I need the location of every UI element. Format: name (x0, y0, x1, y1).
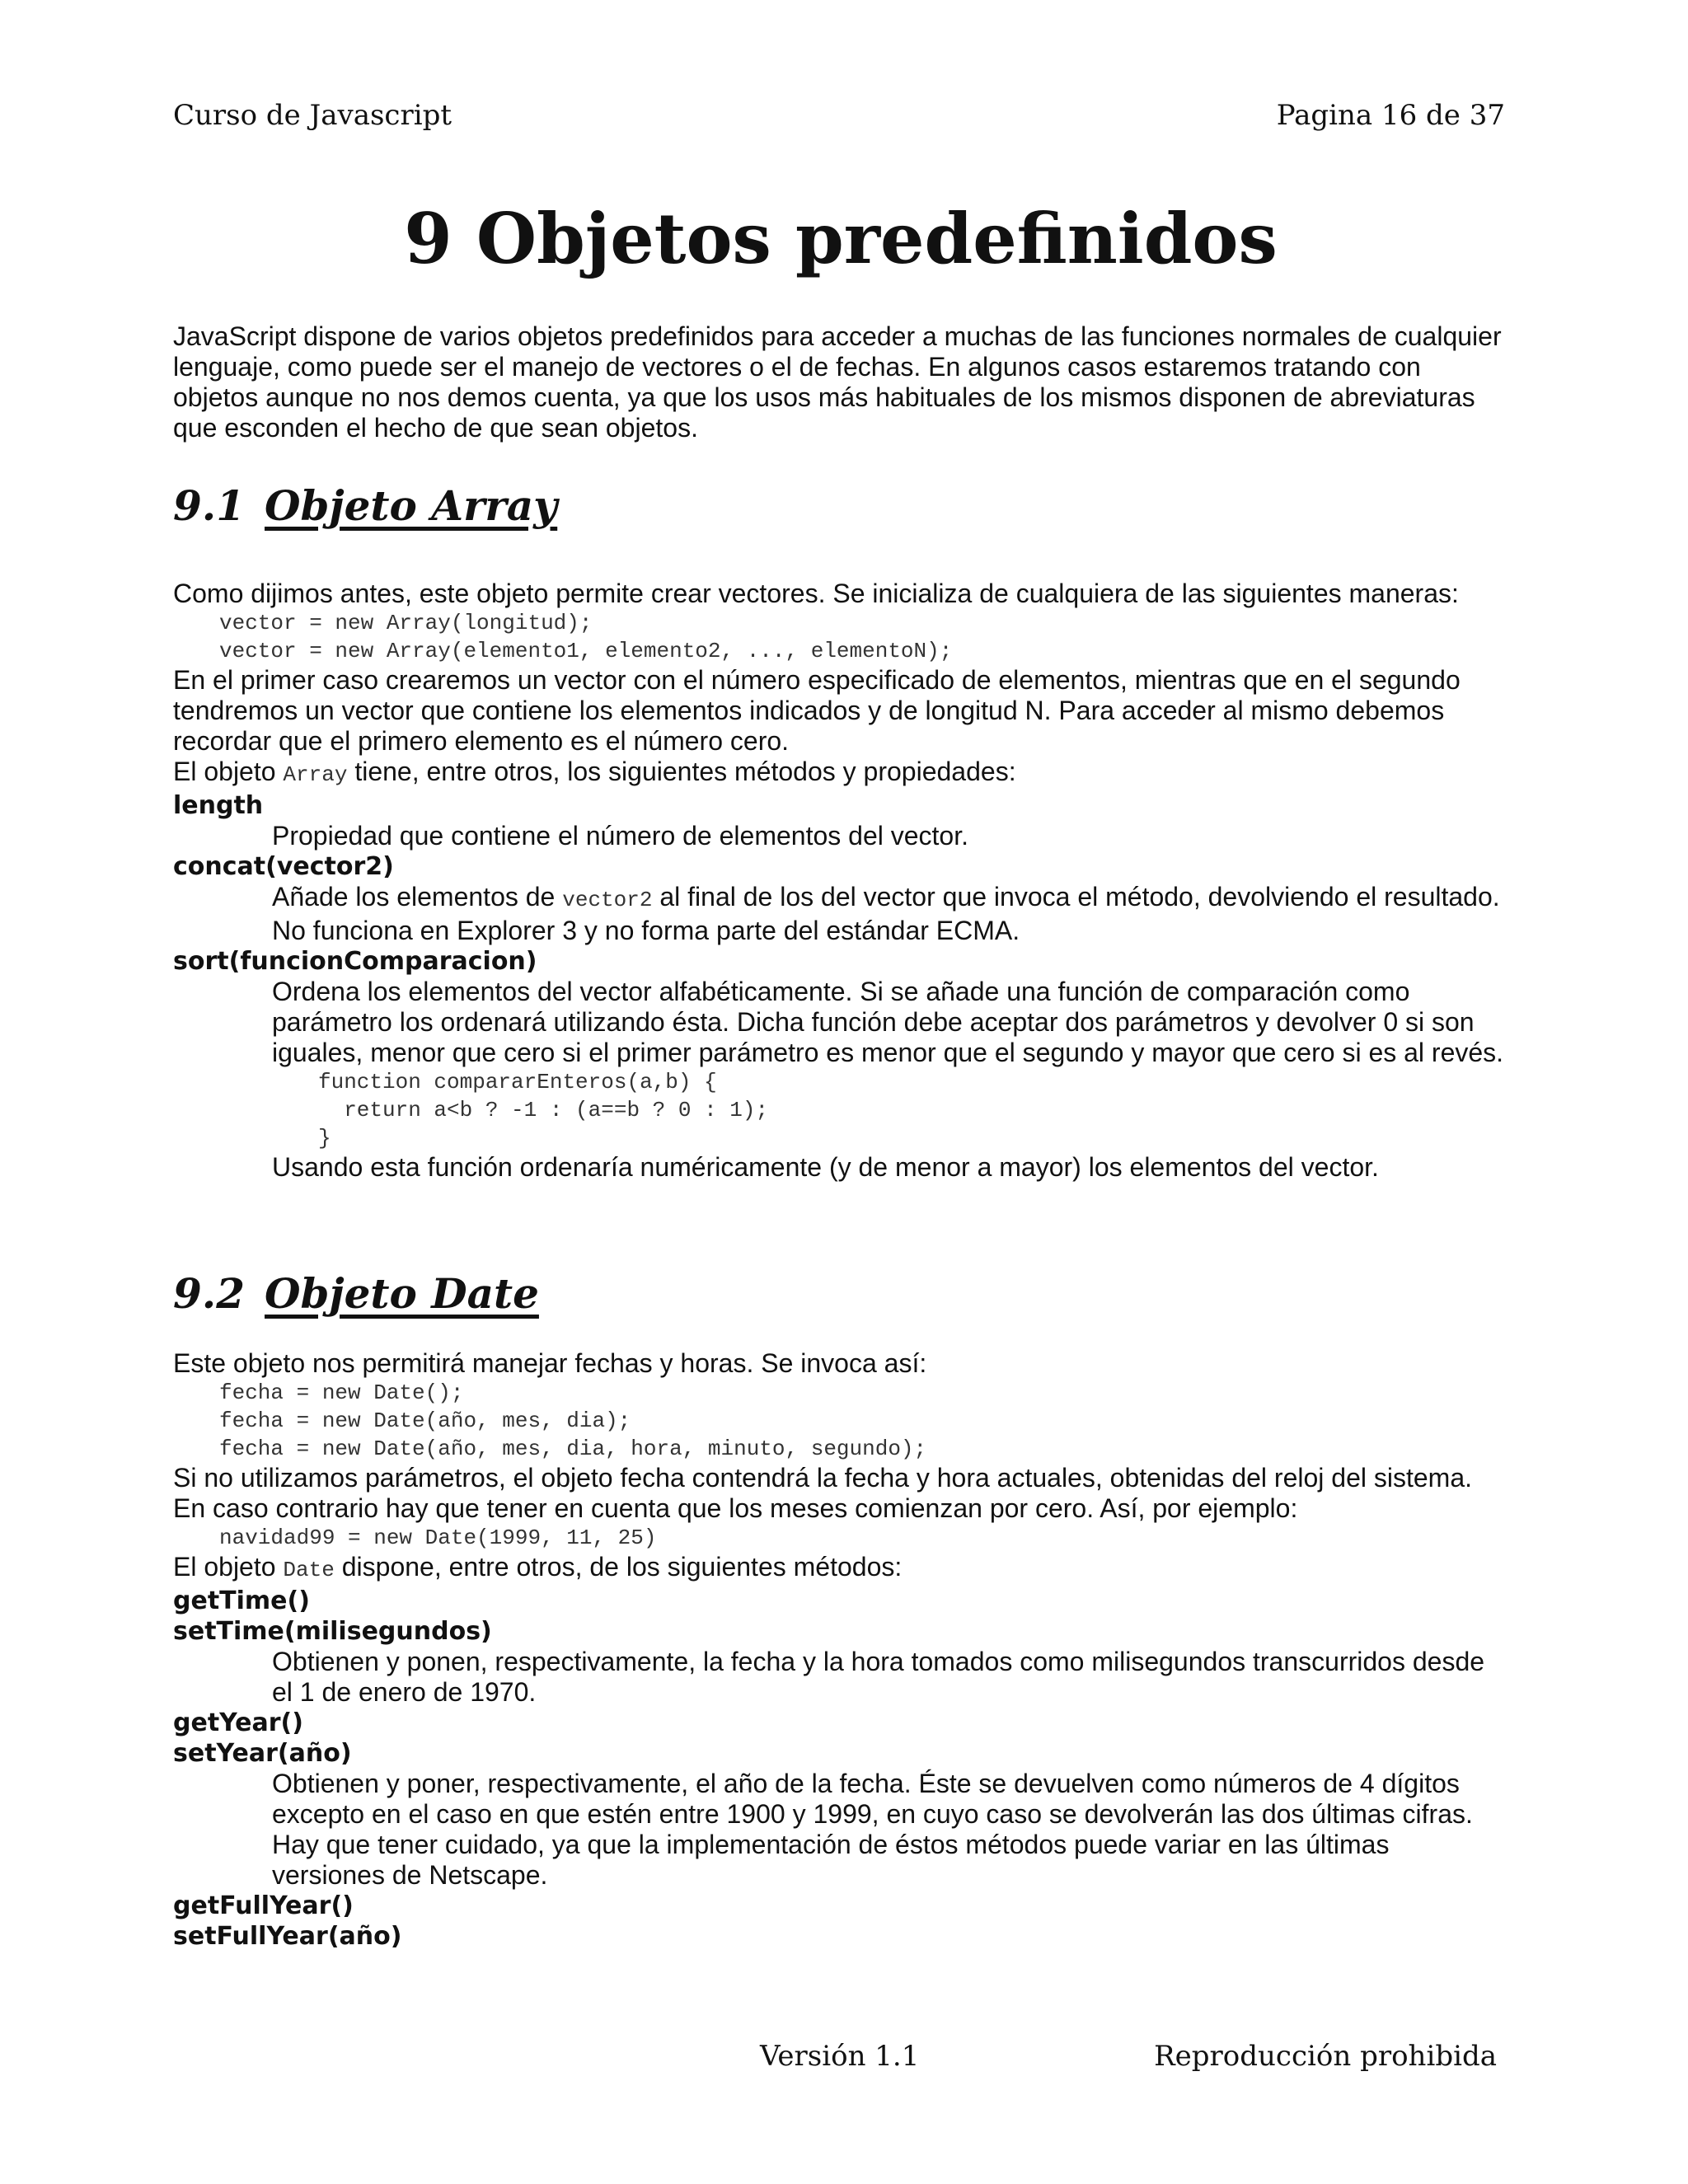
code-line: navidad99 = new Date(1999, 11, 25) (219, 1526, 657, 1550)
section-name: Objeto Array (265, 481, 558, 530)
code-line: return a<b ? -1 : (a==b ? 0 : 1); (318, 1098, 769, 1122)
text-span: dispone, entre otros, de los siguientes métodos: (334, 1552, 903, 1582)
footer-copyright-notice: Reproducción prohibida (1154, 2040, 1497, 2073)
section-number: 9.2 (173, 1269, 245, 1318)
text-span: El objeto (173, 757, 284, 786)
code-line: fecha = new Date(año, mes, dia); (219, 1408, 631, 1433)
date-intro-paragraph: Este objeto nos permitirá manejar fechas y horas. Se invoca así: (173, 1348, 927, 1378)
definition-desc-concat (173, 882, 1508, 946)
definition-desc-sort: Ordena los elementos del vector alfabéticamente. Si se añade una función de comparación como parámetro los ordenará utilizando ésta. Dicha función debe aceptar dos parámetros y devolver 0 si son iguales, menor que cero si el primer parámetro es menor que el segundo y mayor que cero si es al revés. (272, 977, 1504, 1067)
inline-code: Date (283, 1558, 335, 1582)
definition-term-setyear: setYear(año) (173, 1739, 352, 1768)
code-line: function compararEnteros(a,b) { (318, 1070, 717, 1094)
text-span: al final de los del vector que invoca el método, devolviendo el resultado. No funciona en Explorer 3 y no forma parte del estándar ECMA. (272, 882, 1500, 945)
text-span: tiene, entre otros, los siguientes métodos y propiedades: (347, 757, 1016, 786)
array-methods-intro (173, 757, 1508, 790)
chapter-title: 9 Objetos predefinidos (404, 198, 1278, 279)
definition-term-settime: setTime(milisegundos) (173, 1617, 492, 1646)
text-span: El objeto (173, 1552, 284, 1582)
array-explanation-paragraph: En el primer caso crearemos un vector con el número especificado de elementos, mientras que en el segundo tendremos un vector que contiene los elementos indicados y de longitud N. Para acceder al mismo debemos recordar que el primero elemento es el número cero. (173, 665, 1461, 756)
text-span: Añade los elementos de (272, 882, 563, 912)
inline-code: Array (283, 762, 348, 787)
intro-paragraph: JavaScript dispone de varios objetos predefinidos para acceder a muchas de las funciones normales de cualquier lenguaje, como puede ser el manejo de vectores o el de fechas. En algunos casos estaremos tratando con objetos aunque no nos demos cuenta, ya que los usos más habituales de los mismos disponen de abreviaturas que esconden el hecho de que sean objetos. (173, 321, 1502, 443)
footer-version: Versión 1.1 (760, 2040, 920, 2073)
date-explanation-paragraph: Si no utilizamos parámetros, el objeto fecha contendrá la fecha y hora actuales, obtenidas del reloj del sistema. En caso contrario hay que tener en cuenta que los meses comienzan por cero. Así, por ejemplo: (173, 1463, 1472, 1523)
section-name: Objeto Date (265, 1269, 539, 1318)
definition-term-gettime: getTime() (173, 1586, 310, 1615)
definition-term-length: length (173, 791, 264, 820)
code-line: vector = new Array(elemento1, elemento2, ..., elementoN); (219, 639, 953, 663)
section-heading-array (173, 481, 557, 531)
definition-desc-year: Obtienen y poner, respectivamente, el año de la fecha. Éste se devuelven como números de 4 dígitos excepto en el caso en que estén entre 1900 y 1999, en cuyo caso se devolverán las dos últimas cifras. Hay que tener cuidado, ya que la implementación de éstos métodos puede variar en las últimas versiones de Netscape. (272, 1769, 1473, 1890)
definition-desc-length: Propiedad que contiene el número de elementos del vector. (272, 821, 968, 851)
section-date-body (173, 1348, 1508, 1952)
definition-term-concat: concat(vector2) (173, 852, 394, 881)
running-header (173, 99, 1505, 135)
header-course-title: Curso de Javascript (173, 99, 452, 132)
definition-term-sort: sort(funcionComparacion) (173, 947, 537, 976)
section-array-body (173, 579, 1508, 1183)
section-heading-date (173, 1269, 539, 1319)
date-methods-intro (173, 1552, 1508, 1586)
code-line: fecha = new Date(); (219, 1380, 464, 1405)
definition-term-getyear: getYear() (173, 1708, 303, 1737)
code-line: vector = new Array(longitud); (219, 611, 593, 635)
header-page-number: Pagina 16 de 37 (1276, 99, 1505, 132)
section-number: 9.1 (173, 481, 245, 530)
sort-usage-note: Usando esta función ordenaría numéricamente (y de menor a mayor) los elementos del vector. (272, 1152, 1379, 1182)
inline-code: vector2 (562, 888, 653, 912)
running-footer (0, 2040, 1688, 2076)
definition-desc-time: Obtienen y ponen, respectivamente, la fecha y la hora tomados como milisegundos transcurridos desde el 1 de enero de 1970. (272, 1647, 1485, 1707)
array-intro-paragraph: Como dijimos antes, este objeto permite crear vectores. Se inicializa de cualquiera de las siguientes maneras: (173, 579, 1459, 608)
code-line: } (318, 1126, 331, 1151)
code-line: fecha = new Date(año, mes, dia, hora, minuto, segundo); (219, 1436, 927, 1461)
definition-term-getfullyear: getFullYear() (173, 1891, 354, 1920)
definition-term-setfullyear: setFullYear(año) (173, 1922, 402, 1951)
